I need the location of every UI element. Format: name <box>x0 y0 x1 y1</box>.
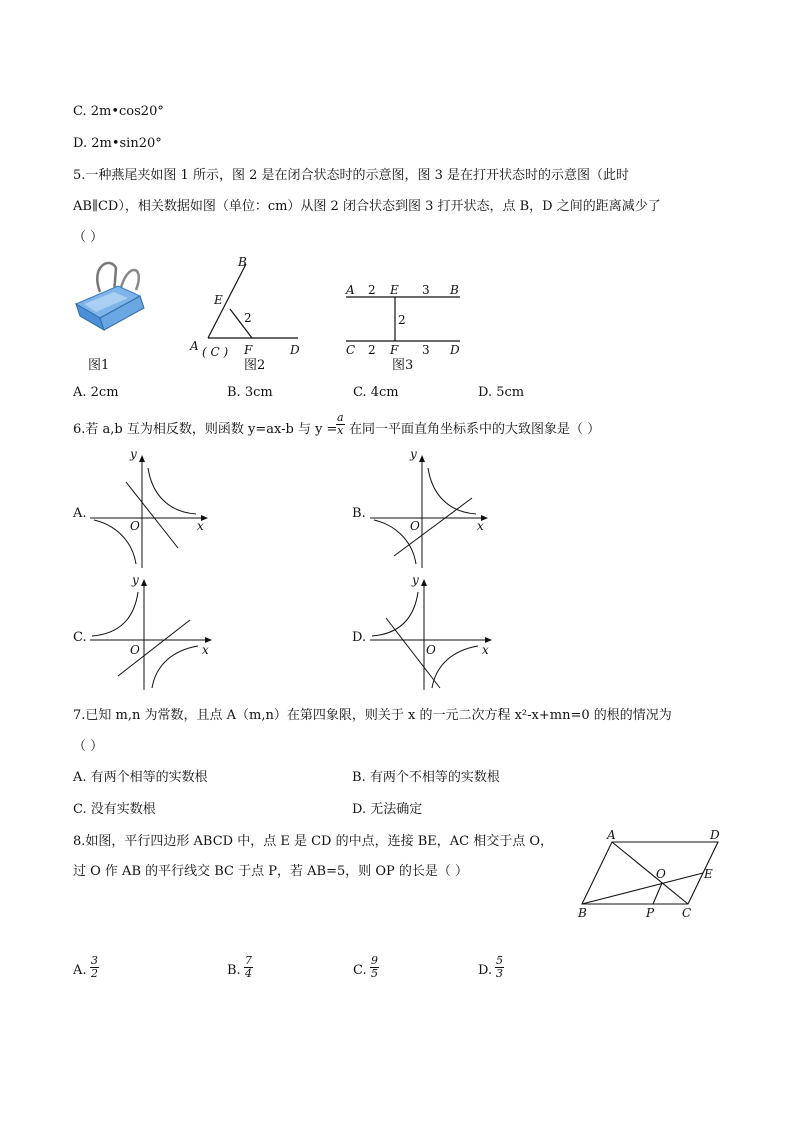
figure3-caption: 图3 <box>392 358 414 373</box>
q7-option-a: A. 有两个相等的实数根 <box>73 770 208 785</box>
fig2-label-e: E <box>214 293 223 307</box>
graph-c-y-label: y <box>132 573 139 587</box>
figure2-closed-state <box>186 252 316 362</box>
fig2-label-d: D <box>290 343 300 357</box>
q8-option-b-den: 4 <box>245 967 252 980</box>
q8-option-a-letter: A. <box>73 963 87 978</box>
q5-text-line1: 5.一种燕尾夹如图 1 所示，图 2 是在闭合状态时的示意图，图 3 是在打开状态时的示意图（此时 <box>73 168 630 183</box>
fig3-label-b: B <box>450 283 459 297</box>
q6-fraction-numerator: a <box>337 411 344 424</box>
fig3-label-e: E <box>390 283 399 297</box>
q7-text-line2: （ ） <box>73 739 104 754</box>
q6-graph-d <box>368 573 498 696</box>
q4-option-d: D. 2m•sin20° <box>73 136 162 151</box>
q5-option-a: A. 2cm <box>73 385 119 400</box>
q6-graph-c <box>88 573 218 696</box>
graph-d-origin-label: O <box>426 643 436 657</box>
graph-b-origin-label: O <box>410 519 420 533</box>
q8-label-a: A <box>607 828 616 842</box>
q8-option-c-den: 5 <box>371 967 378 980</box>
figure3-open-state <box>340 280 470 360</box>
fig3-label-fd: 3 <box>422 343 430 357</box>
q8-label-b: B <box>578 906 587 920</box>
graph-c-origin-label: O <box>130 643 140 657</box>
q8-option-b-num: 7 <box>245 954 252 967</box>
graph-c-x-label: x <box>202 643 209 657</box>
q6-text-suffix: 在同一平面直角坐标系中的大致图象是（ ） <box>349 422 601 437</box>
q8-label-o: O <box>656 867 666 881</box>
q6-fraction-denominator: x <box>337 424 344 437</box>
q7-option-c: C. 没有实数根 <box>73 802 156 817</box>
fig3-label-a: A <box>346 283 355 297</box>
q8-option-a-fraction <box>90 955 99 980</box>
graph-b-x-label: x <box>477 519 484 533</box>
graph-a-x-label: x <box>197 519 204 533</box>
q8-text-line2: 过 O 作 AB 的平行线交 BC 于点 P，若 AB=5，则 OP 的长是（ ） <box>73 864 469 879</box>
q8-text-line1: 8.如图，平行四边形 ABCD 中，点 E 是 CD 的中点，连接 BE，AC 相交于点 O， <box>73 834 554 849</box>
q8-label-e: E <box>704 867 713 881</box>
q6-graph-b <box>368 447 498 572</box>
q6-text-prefix: 6.若 a,b 互为相反数，则函数 y=ax-b 与 y = <box>73 422 338 437</box>
q7-option-b: B. 有两个不相等的实数根 <box>352 770 500 785</box>
q6-fraction <box>336 412 345 437</box>
graph-b-y-label: y <box>410 447 417 461</box>
figure1-caption: 图1 <box>88 358 110 373</box>
graph-d-x-label: x <box>482 643 489 657</box>
q5-text-line2: AB∥CD），相关数据如图（单位：cm）从图 2 闭合状态到图 3 打开状态，点 B，D 之间的距离减少了 <box>73 199 661 214</box>
q8-option-c-fraction <box>370 955 379 980</box>
q5-option-c: C. 4cm <box>353 385 399 400</box>
fig3-label-ae: 2 <box>368 283 376 297</box>
q5-option-d: D. 5cm <box>478 385 525 400</box>
q8-option-d-den: 3 <box>496 967 503 980</box>
q8-option-a-num: 3 <box>91 954 98 967</box>
q7-option-d: D. 无法确定 <box>352 802 423 817</box>
q8-label-c: C <box>682 906 692 920</box>
q6-option-b-label: B. <box>352 506 366 521</box>
q8-option-d-fraction <box>495 955 504 980</box>
fig2-label-b: B <box>238 255 247 269</box>
q8-option-b-letter: B. <box>227 963 241 978</box>
fig3-label-eb: 3 <box>422 283 430 297</box>
q8-option-c-letter: C. <box>353 963 367 978</box>
q6-option-a-label: A. <box>73 506 87 521</box>
q8-label-d: D <box>710 828 720 842</box>
fig3-label-d: D <box>450 343 460 357</box>
q8-option-d-letter: D. <box>478 963 493 978</box>
q8-option-a-den: 2 <box>91 967 98 980</box>
q7-text-line1: 7.已知 m,n 为常数，且点 A（m,n）在第四象限，则关于 x 的一元二次方程 x²-x+mn=0 的根的情况为 <box>73 708 672 723</box>
q8-label-p: P <box>646 906 655 920</box>
figure2-caption: 图2 <box>244 358 266 373</box>
fig2-label-a: A <box>190 339 199 353</box>
graph-d-y-label: y <box>412 573 419 587</box>
graph-a-origin-label: O <box>130 519 140 533</box>
q6-option-c-label: C. <box>73 630 87 645</box>
fig3-label-cf: 2 <box>368 343 376 357</box>
q4-option-c: C. 2m•cos20° <box>73 104 164 119</box>
q8-option-b-fraction <box>244 955 253 980</box>
q5-text-line3: （ ） <box>73 230 104 245</box>
q5-option-b: B. 3cm <box>227 385 273 400</box>
binder-clip-figure <box>70 256 160 336</box>
q8-option-d-num: 5 <box>496 954 503 967</box>
fig3-label-f: F <box>390 343 399 357</box>
fig2-label-c: ( C ) <box>202 345 229 359</box>
fig2-label-length: 2 <box>244 311 252 325</box>
q6-graph-a <box>88 447 218 572</box>
q8-parallelogram-figure <box>574 830 724 920</box>
fig3-label-c: C <box>346 343 356 357</box>
q6-option-d-label: D. <box>352 630 367 645</box>
fig2-label-f: F <box>244 343 253 357</box>
fig3-label-ef: 2 <box>398 313 406 327</box>
graph-a-y-label: y <box>130 447 137 461</box>
q8-option-c-num: 9 <box>371 954 378 967</box>
